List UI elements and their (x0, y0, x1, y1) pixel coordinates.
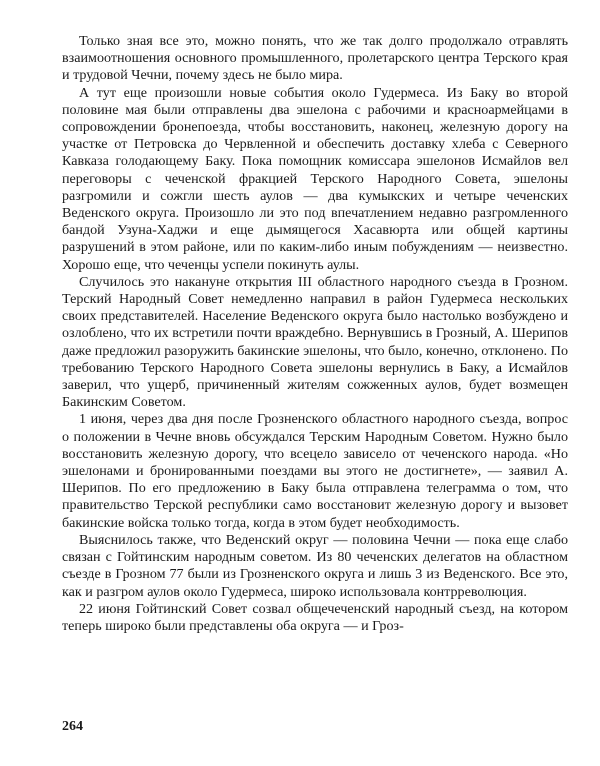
paragraph-5: Выяснилось также, что Веденский округ — половина Чечни — пока еще слабо связан с Гойтинским народным советом. Из 80 чеченских делегатов на областном съезде в Грозном 77 были из Грозненского округа и лишь 3 из Веденского. Все это, как и разгром аулов около Гудермеса, широко использовала контрреволюция. (62, 531, 568, 600)
paragraph-4: 1 июня, через два дня после Грозненского областного народного съезда, вопрос о положении в Чечне вновь обсуждался Терским Народным Советом. Нужно было восстановить железную дорогу, что всецело зависело от чеченского народа. «Но эшелонами и бронированными поездами вы этого не достигнете», — заявил А. Шерипов. По его предложению в Баку была отправлена телеграмма о том, что правительство Терской республики само восстановит железную дорогу и вызовет бакинские войска только тогда, когда в этом будет необходимость. (62, 411, 568, 531)
paragraph-2: А тут еще произошли новые события около Гудермеса. Из Баку во второй половине мая были отправлены два эшелона с рабочими и красноармейцами в сопровождении бронепоезда, чтобы восстановить, наконец, железную дорогу на участке от Петровска до Червленной и обеспечить доставку хлеба с Северного Кавказа голодающему Баку. Пока помощник комиссара эшелонов Исмайлов вел переговоры с чеченской фракцией Терского Народного Совета, эшелоны разгромили и сожгли шесть аулов — два кумыкских и четыре чеченских Веденского округа. Произошло ли это под впечатлением недавно разгромленного бандой Узуна-Хаджи и еще дымящегося Хасавюрта или общей картины разрушений в этом районе, или по каким-либо иным побуждениям — неизвестно. Хорошо еще, что чеченцы успели покинуть аулы. (62, 84, 568, 273)
paragraph-1: Только зная все это, можно понять, что же так долго продолжало отравлять взаимоотношения основного промышленного, пролетарского центра Терского края и трудовой Чечни, почему здесь не было мира. (62, 33, 568, 84)
page-number: 264 (62, 719, 83, 734)
main-text (62, 33, 568, 635)
paragraph-3: Случилось это накануне открытия III областного народного съезда в Грозном. Терский Народный Совет немедленно направил в район Гудермеса нескольких своих представителей. Население Веденского округа было настолько возбуждено и озлоблено, что их встретили почти враждебно. Вернувшись в Грозный, А. Шерипов даже предложил разоружить бакинские эшелоны, что было, конечно, отклонено. По требованию Терского Народного Совета эшелоны вернулись в Баку, а Исмайлов заверил, что ущерб, причиненный жителям сожженных аулов, будет возмещен Бакинским Советом. (62, 273, 568, 411)
paragraph-6: 22 июня Гойтинский Совет созвал общечеченский народный съезд, на котором теперь широко были представлены оба округа — и Гроз- (62, 600, 568, 634)
